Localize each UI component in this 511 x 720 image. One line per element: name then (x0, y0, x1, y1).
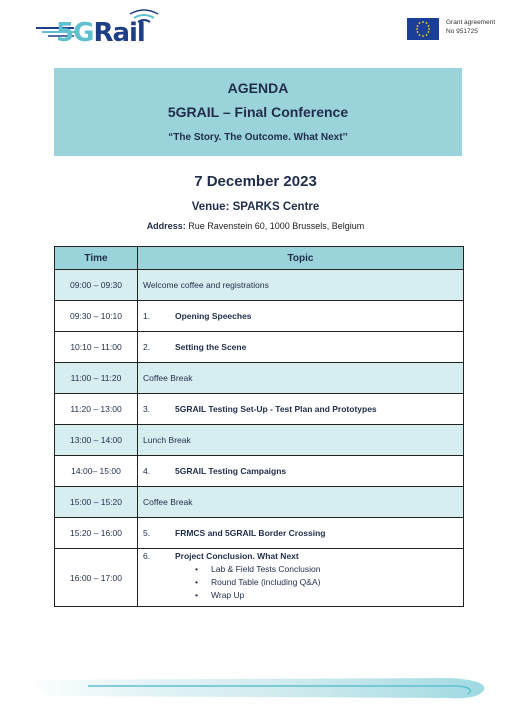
eu-flag-icon (407, 18, 439, 40)
topic-text: Lunch Break (143, 435, 191, 445)
address-value: Rue Ravenstein 60, 1000 Brussels, Belgium (185, 221, 365, 231)
list-item: • Wrap Up (211, 589, 463, 602)
topic-text: Opening Speeches (175, 311, 252, 321)
row-time: 15:00 – 15:20 (55, 487, 138, 518)
row-time: 16:00 – 17:00 (55, 549, 138, 607)
list-item: • Lab & Field Tests Conclusion (211, 563, 463, 576)
topic-text: 5GRAIL Testing Campaigns (175, 466, 287, 476)
row-topic (138, 549, 464, 607)
agenda-heading: AGENDA (227, 80, 289, 96)
row-time: 09:00 – 09:30 (55, 270, 138, 301)
row-time: 09:30 – 10:10 (55, 301, 138, 332)
grant-line-2: No 951725 (446, 28, 478, 35)
row-topic (138, 332, 464, 363)
row-topic (138, 487, 464, 518)
grant-line-1: Grant agreement (446, 19, 496, 26)
row-topic (138, 518, 464, 549)
row-topic (138, 363, 464, 394)
topic-text: Project Conclusion. What Next (175, 551, 299, 561)
table-row (55, 332, 464, 363)
item-number: 6. (143, 551, 151, 561)
topic-text: Coffee Break (143, 373, 193, 383)
row-time: 11:00 – 11:20 (55, 363, 138, 394)
row-time: 13:00 – 14:00 (55, 425, 138, 456)
item-number: 4. (143, 466, 151, 476)
row-time: 10:10 – 11:00 (55, 332, 138, 363)
grant-agreement (446, 18, 495, 36)
table-row (55, 270, 464, 301)
address-label: Address: (146, 221, 186, 231)
table-row (55, 456, 464, 487)
item-number: 2. (143, 342, 151, 352)
table-row (55, 394, 464, 425)
address (0, 221, 511, 231)
topic-text: Coffee Break (143, 497, 193, 507)
table-row (55, 301, 464, 332)
topic-text: 5GRAIL Testing Set-Up - Test Plan and Prototypes (175, 404, 377, 414)
table-row (55, 518, 464, 549)
time-header: Time (55, 247, 138, 270)
agenda-table (54, 246, 464, 607)
item-number: 3. (143, 404, 151, 414)
row-time: 15:20 – 16:00 (55, 518, 138, 549)
table-row (55, 425, 464, 456)
sub-item-list (211, 563, 463, 602)
footer-swoosh (28, 670, 488, 704)
row-topic (138, 425, 464, 456)
topic-text: FRMCS and 5GRAIL Border Crossing (175, 528, 326, 538)
row-topic (138, 456, 464, 487)
topic-header: Topic (138, 247, 464, 270)
venue: Venue: SPARKS Centre (191, 201, 320, 213)
logo-rail-text: Rail (93, 18, 145, 48)
table-row (55, 487, 464, 518)
event-date: 7 December 2023 (194, 173, 317, 190)
conference-subtitle: “The Story. The Outcome. What Next’’ (168, 132, 348, 143)
row-topic (138, 394, 464, 425)
table-row (55, 549, 464, 607)
item-number: 5. (143, 528, 151, 538)
5grail-logo (34, 8, 164, 50)
item-number: 1. (143, 311, 151, 321)
row-topic (138, 301, 464, 332)
table-row (55, 363, 464, 394)
title-band (54, 68, 462, 156)
conference-title: 5GRAIL – Final Conference (167, 104, 349, 120)
logo-5g-text: 5G (56, 18, 94, 48)
topic-text: Setting the Scene (175, 342, 247, 352)
row-time: 11:20 – 13:00 (55, 394, 138, 425)
topic-text: Welcome coffee and registrations (143, 280, 269, 290)
list-item: • Round Table (including Q&A) (211, 576, 463, 589)
row-topic (138, 270, 464, 301)
row-time: 14:00– 15:00 (55, 456, 138, 487)
